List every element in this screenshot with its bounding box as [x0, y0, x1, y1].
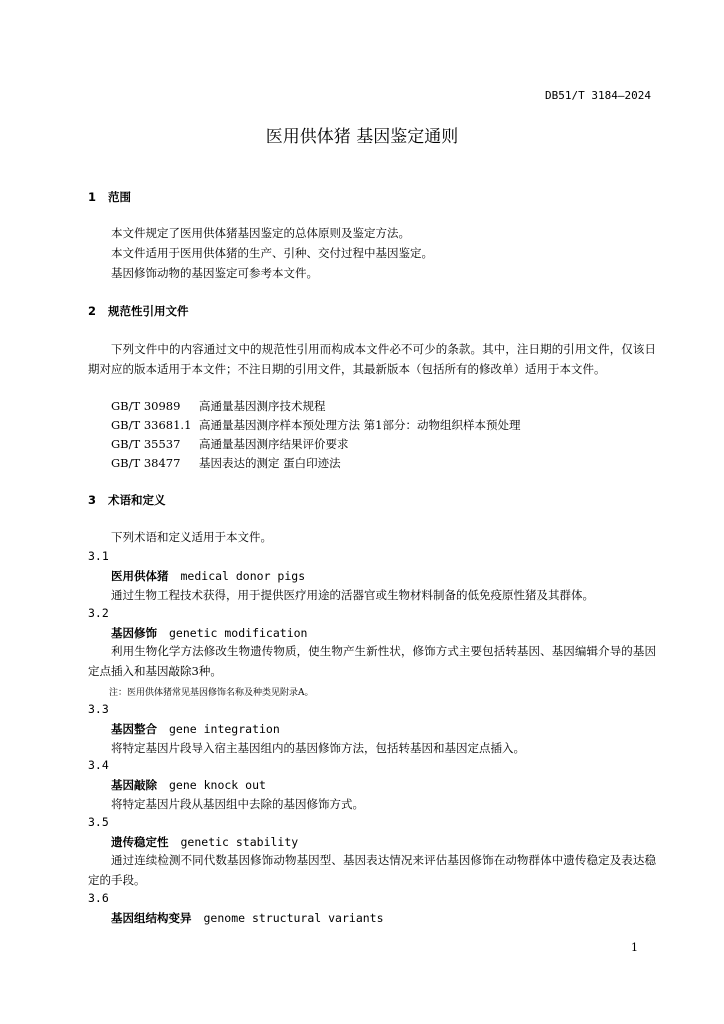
term-number: 3.1	[88, 549, 109, 563]
term-english: genetic modification	[169, 626, 308, 640]
term-english: medical donor pigs	[180, 569, 306, 583]
section-title: 术语和定义	[108, 493, 166, 507]
reference-item	[111, 417, 520, 433]
term-chinese: 遗传稳定性	[111, 835, 169, 849]
section-3-heading	[88, 492, 166, 508]
term-definition: 通过生物工程技术获得，用于提供医疗用途的活器官或生物材料制备的低免疫原性猪及其群体。	[111, 588, 594, 602]
term-definition: 通过连续检测不同代数基因修饰动物基因型、基因表达情况来评估基因修饰在动物群体中遗传稳定及表达稳定的手段。	[88, 853, 656, 887]
reference-title: 高通量基因测序技术规程	[199, 399, 326, 413]
term-english: genetic stability	[180, 835, 299, 849]
term-english: genome structural variants	[203, 911, 384, 925]
section-title: 规范性引用文件	[108, 304, 189, 318]
term-chinese: 基因敲除	[111, 778, 157, 792]
section-1-heading	[88, 189, 131, 205]
section-number: 2	[88, 304, 97, 318]
term-english: gene knock out	[169, 778, 266, 792]
paragraph: 下列术语和定义适用于本文件。	[111, 530, 272, 544]
term-number: 3.4	[88, 758, 109, 772]
term-chinese: 医用供体猪	[111, 569, 169, 583]
term-entry	[111, 910, 384, 926]
paragraph: 本文件适用于医用供体猪的生产、引种、交付过程中基因鉴定。	[111, 246, 433, 260]
paragraph: 下列文件中的内容通过文中的规范性引用而构成本文件必不可少的条款。其中，注日期的引用文件，仅该日期对应的版本适用于本文件；不注日期的引用文件，其最新版本（包括所有的修改单）适用于本文件。	[88, 342, 656, 376]
term-number: 3.5	[88, 815, 109, 829]
section-number: 1	[88, 190, 97, 204]
term-entry	[111, 568, 305, 584]
term-number: 3.3	[88, 702, 109, 716]
reference-title: 高通量基因测序样本预处理方法 第1部分：动物组织样本预处理	[199, 418, 521, 432]
paragraph: 基因修饰动物的基因鉴定可参考本文件。	[111, 266, 318, 280]
reference-code: GB/T 38477	[111, 456, 181, 470]
term-chinese: 基因修饰	[111, 626, 157, 640]
section-title: 范围	[108, 190, 131, 204]
paragraph: 本文件规定了医用供体猪基因鉴定的总体原则及鉴定方法。	[111, 226, 410, 240]
page-number: 1	[631, 941, 638, 954]
reference-title: 高通量基因测序结果评价要求	[199, 437, 349, 451]
term-number: 3.6	[88, 891, 109, 905]
term-definition: 利用生物化学方法修改生物遗传物质，使生物产生新性状，修饰方式主要包括转基因、基因编辑介导的基因定点插入和基因敲除3种。	[88, 644, 656, 678]
reference-title: 基因表达的测定 蛋白印迹法	[199, 456, 341, 470]
note: 注：医用供体猪常见基因修饰名称及种类见附录A。	[109, 688, 314, 698]
reference-item	[111, 436, 349, 452]
reference-code: GB/T 35537	[111, 437, 181, 451]
term-english: gene integration	[169, 722, 280, 736]
term-entry	[111, 777, 266, 793]
term-chinese: 基因整合	[111, 722, 157, 736]
term-number: 3.2	[88, 606, 109, 620]
term-definition: 将特定基因片段导入宿主基因组内的基因修饰方法，包括转基因和基因定点插入。	[111, 741, 525, 755]
term-entry	[111, 834, 298, 850]
term-chinese: 基因组结构变异	[111, 911, 192, 925]
reference-code: GB/T 33681.1	[111, 418, 192, 432]
document-title: 医用供体猪 基因鉴定通则	[265, 127, 459, 147]
document-code: DB51/T 3184—2024	[545, 89, 651, 102]
section-2-heading	[88, 303, 189, 319]
term-entry	[111, 625, 307, 641]
section-number: 3	[88, 493, 97, 507]
reference-code: GB/T 30989	[111, 399, 181, 413]
reference-item	[111, 398, 326, 414]
term-definition: 将特定基因片段从基因组中去除的基因修饰方式。	[111, 797, 364, 811]
reference-item	[111, 455, 341, 471]
term-entry	[111, 721, 280, 737]
